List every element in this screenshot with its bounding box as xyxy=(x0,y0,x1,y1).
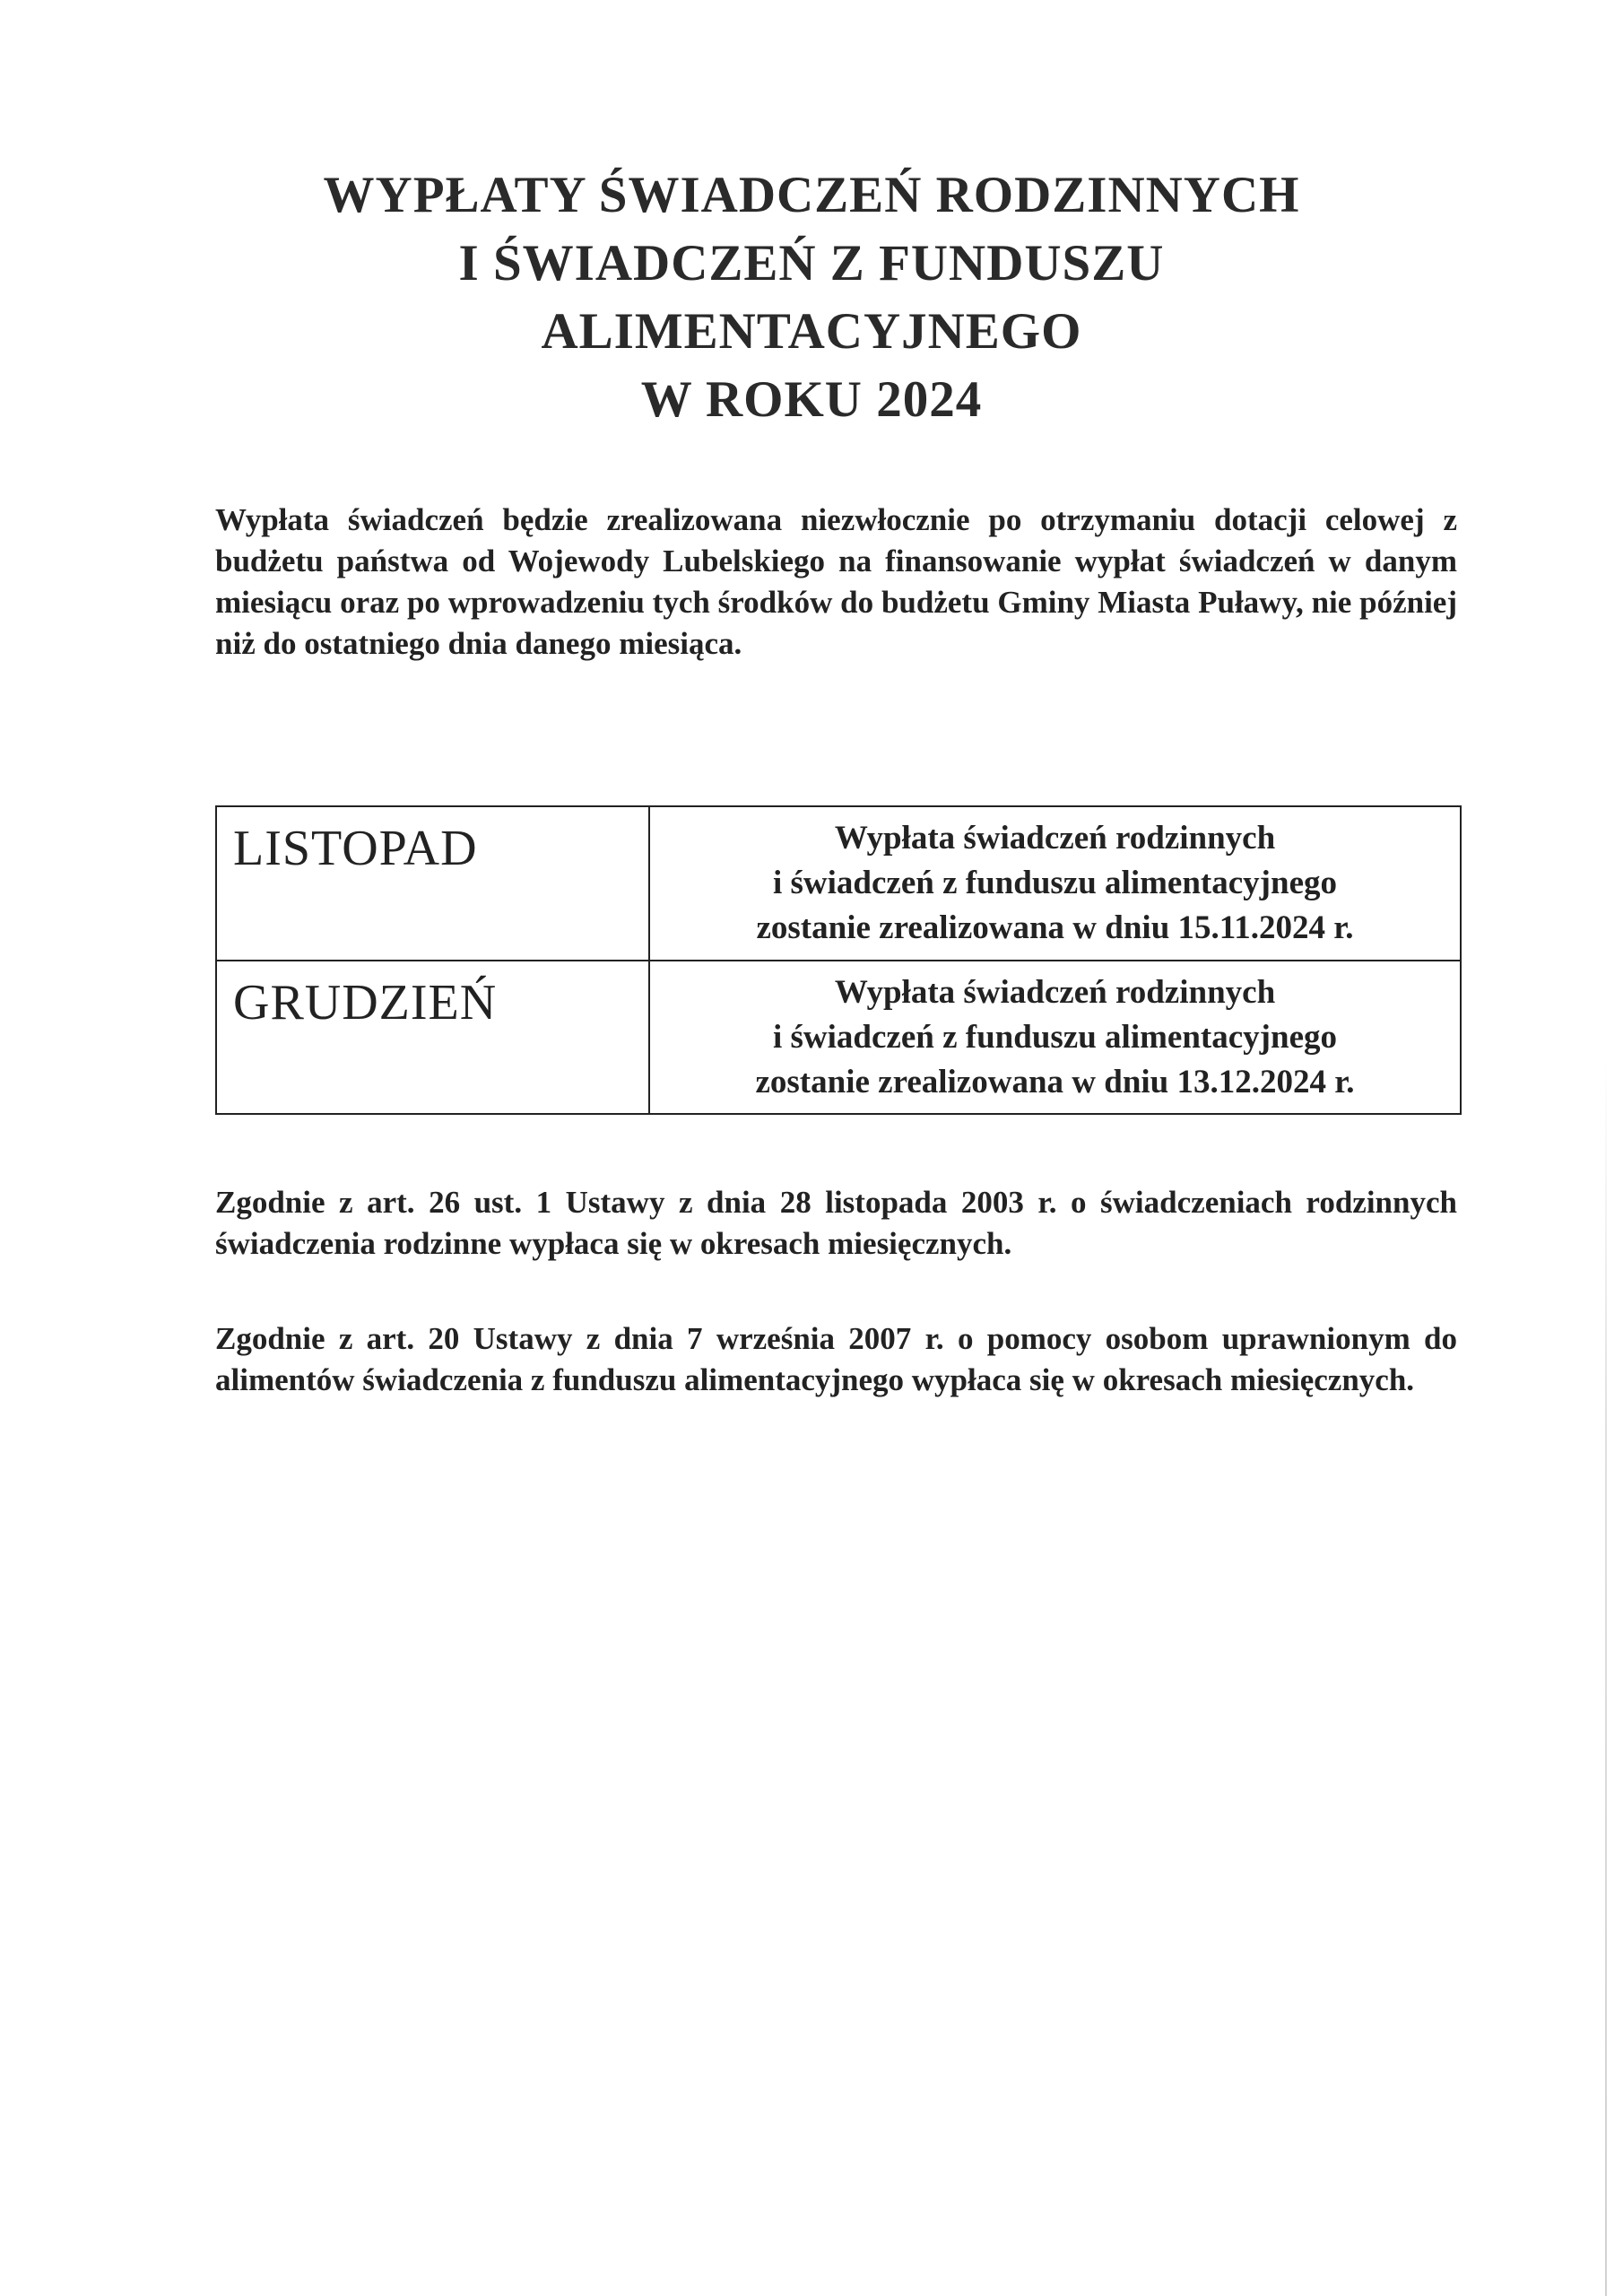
payment-date-line: zostanie zrealizowana w dniu 15.11.2024 r. xyxy=(756,909,1354,946)
title-line-3: ALIMENTACYJNEGO xyxy=(541,303,1082,360)
table-row xyxy=(216,806,1461,961)
payment-date-line: zostanie zrealizowana w dniu 13.12.2024 r. xyxy=(755,1063,1355,1100)
payment-info-line: i świadczeń z funduszu alimentacyjnego xyxy=(773,865,1337,901)
legal-note-family-benefits: Zgodnie z art. 26 ust. 1 Ustawy z dnia 28 listopada 2003 r. o świadczeniach rodzinnych świadczenia rodzinne wypłaca się w okresach miesięcznych. xyxy=(215,1185,1457,1261)
payment-info-cell xyxy=(649,806,1461,961)
title-line-2: I ŚWIADCZEŃ Z FUNDUSZU xyxy=(458,235,1165,291)
month-cell-grudzien: GRUDZIEŃ xyxy=(216,961,649,1115)
title-line-4: W ROKU 2024 xyxy=(640,371,983,428)
table-row xyxy=(216,961,1461,1115)
month-cell-listopad: LISTOPAD xyxy=(216,806,649,961)
payment-info-line: Wypłata świadczeń rodzinnych xyxy=(834,820,1276,857)
page-edge-shadow xyxy=(1605,1058,1607,2296)
payment-schedule-table xyxy=(215,805,1462,1115)
payment-info-cell xyxy=(649,961,1461,1115)
payment-info-line: Wypłata świadczeń rodzinnych xyxy=(834,973,1276,1011)
payment-info-line: i świadczeń z funduszu alimentacyjnego xyxy=(773,1018,1337,1056)
title-line-1: WYPŁATY ŚWIADCZEŃ RODZINNYCH xyxy=(323,167,1300,223)
document-title xyxy=(0,161,1623,434)
intro-paragraph: Wypłata świadczeń będzie zrealizowana niezwłocznie po otrzymaniu dotacji celowej z budżetu państwa od Wojewody Lubelskiego na finansowanie wypłat świadczeń w danym miesiącu oraz po wprowadzeniu tych środków do budżetu Gminy Miasta Puławy, nie później niż do ostatniego dnia danego miesiąca. xyxy=(215,502,1457,661)
legal-note-alimony-fund: Zgodnie z art. 20 Ustawy z dnia 7 września 2007 r. o pomocy osobom uprawnionym do alimentów świadczenia z funduszu alimentacyjnego wypłaca się w okresach miesięcznych. xyxy=(215,1321,1457,1397)
